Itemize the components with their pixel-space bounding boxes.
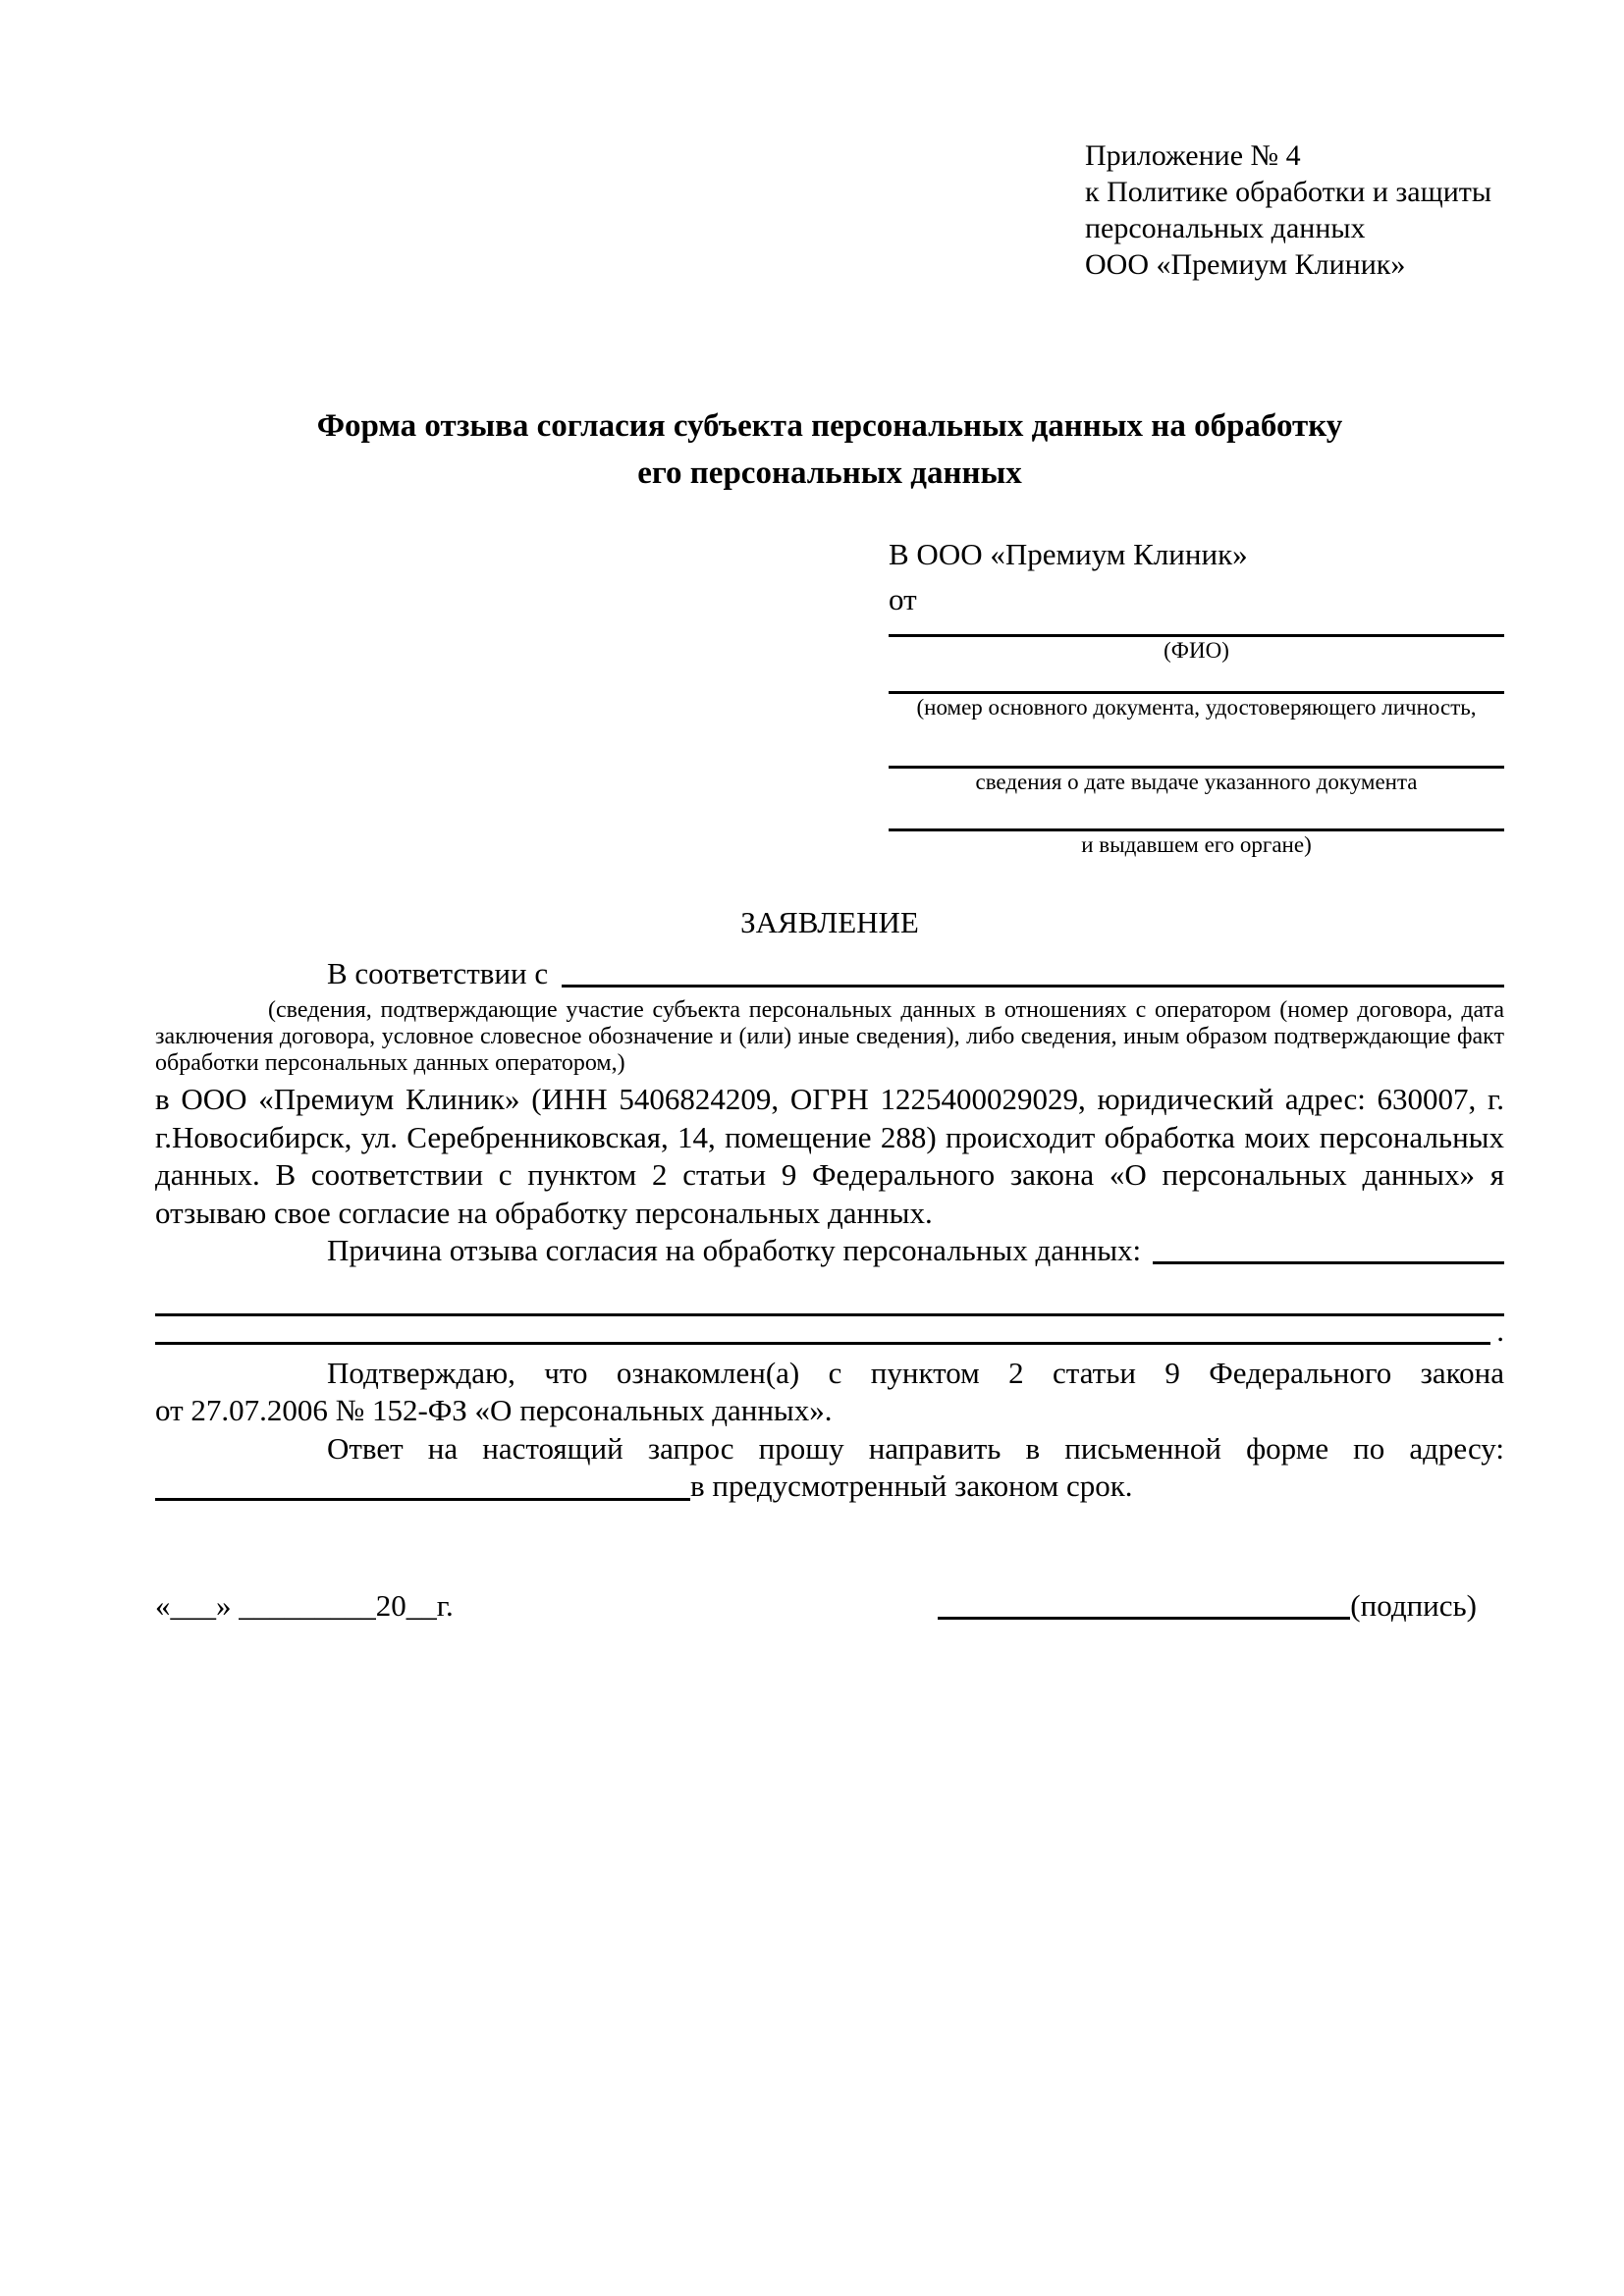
field-issue-date (889, 766, 1504, 795)
addressee-to: В ООО «Премиум Клиник» (889, 537, 1248, 571)
blank-line-2 (155, 1342, 1490, 1345)
reply-request-line: Ответ на настоящий запрос прошу направить в письменной форме по адресу: (327, 1430, 1504, 1466)
field-fio (889, 634, 1504, 664)
issuing-authority-caption: и выдавшем его органе) (1081, 832, 1312, 857)
acknowledgement-paragraph (155, 1355, 1504, 1430)
reason-blank-line (1153, 1261, 1504, 1264)
fio-caption: (ФИО) (1164, 638, 1229, 663)
date-line: «___» _________20__г. (155, 1587, 454, 1623)
acknowledgement-line-2: от 27.07.2006 № 152-ФЗ «О персональных данных». (155, 1393, 833, 1427)
accordance-blank-line (562, 985, 1504, 988)
appendix-note-line: персональных данных (1085, 212, 1366, 244)
footer-row (155, 1586, 1504, 1626)
blank-line-2-row (155, 1312, 1504, 1349)
form-title-line: Форма отзыва согласия субъекта персональных данных на обработку (316, 408, 1343, 444)
statement-body: в ООО «Премиум Клиник» (ИНН 5406824209, ОГРН 1225400029029, юридический адрес: 630007, г. г.Новосибирск, ул. Серебренниковская, 14, помещение 288) происходит обработка моих персональных данных. В соответствии с пунктом 2 статьи 9 Федерального закона «О персональных данных» я отзываю свое согласие на обработку персональных данных. (155, 1082, 1504, 1230)
field-document-number (889, 691, 1504, 721)
blank-line-1 (155, 1270, 1504, 1316)
signature-block (938, 1586, 1477, 1626)
reply-tail-text: в предусмотренный законом срок. (690, 1468, 1133, 1503)
signature-blank-line (938, 1617, 1350, 1620)
issue-date-caption: сведения о дате выдаче указанного документа (975, 770, 1418, 794)
accordance-lead: В соответствии с (327, 956, 549, 990)
reply-address-blank-line (155, 1498, 690, 1501)
appendix-note-line: к Политике обработки и защиты (1085, 176, 1492, 208)
signature-caption: (подпись) (1350, 1587, 1477, 1623)
explanatory-note: (сведения, подтверждающие участие субъекта персональных данных в отношениях с оператором (номер договора, дата заключения договора, условное словесное обозначение и (или) иные сведения), либо сведения, иным образом подтверждающие факт обработки персональных данных оператором,) (155, 997, 1504, 1076)
form-title-line: его персональных данных (637, 455, 1022, 491)
reason-row (155, 1232, 1504, 1270)
addressee-from-label: от (889, 582, 917, 616)
statement-heading: ЗАЯВЛЕНИЕ (740, 905, 919, 939)
field-issuing-authority (889, 828, 1504, 858)
addressee-block (889, 532, 1504, 858)
blank-line-period: . (1496, 1312, 1504, 1348)
reply-address-row (155, 1468, 1504, 1506)
appendix-note (1085, 137, 1504, 283)
appendix-note-line: Приложение № 4 (1085, 139, 1301, 172)
reason-label: Причина отзыва согласия на обработку персональных данных: (327, 1233, 1142, 1267)
acknowledgement-line-1: Подтверждаю, что ознакомлен(а) с пунктом 2 статьи 9 Федерального закона (327, 1355, 1504, 1390)
document-content (155, 0, 1504, 1626)
document-number-caption: (номер основного документа, удостоверяющего личность, (916, 695, 1477, 720)
form-title (155, 402, 1504, 497)
appendix-note-line: ООО «Премиум Клиник» (1085, 248, 1406, 281)
accordance-row (155, 954, 1504, 993)
